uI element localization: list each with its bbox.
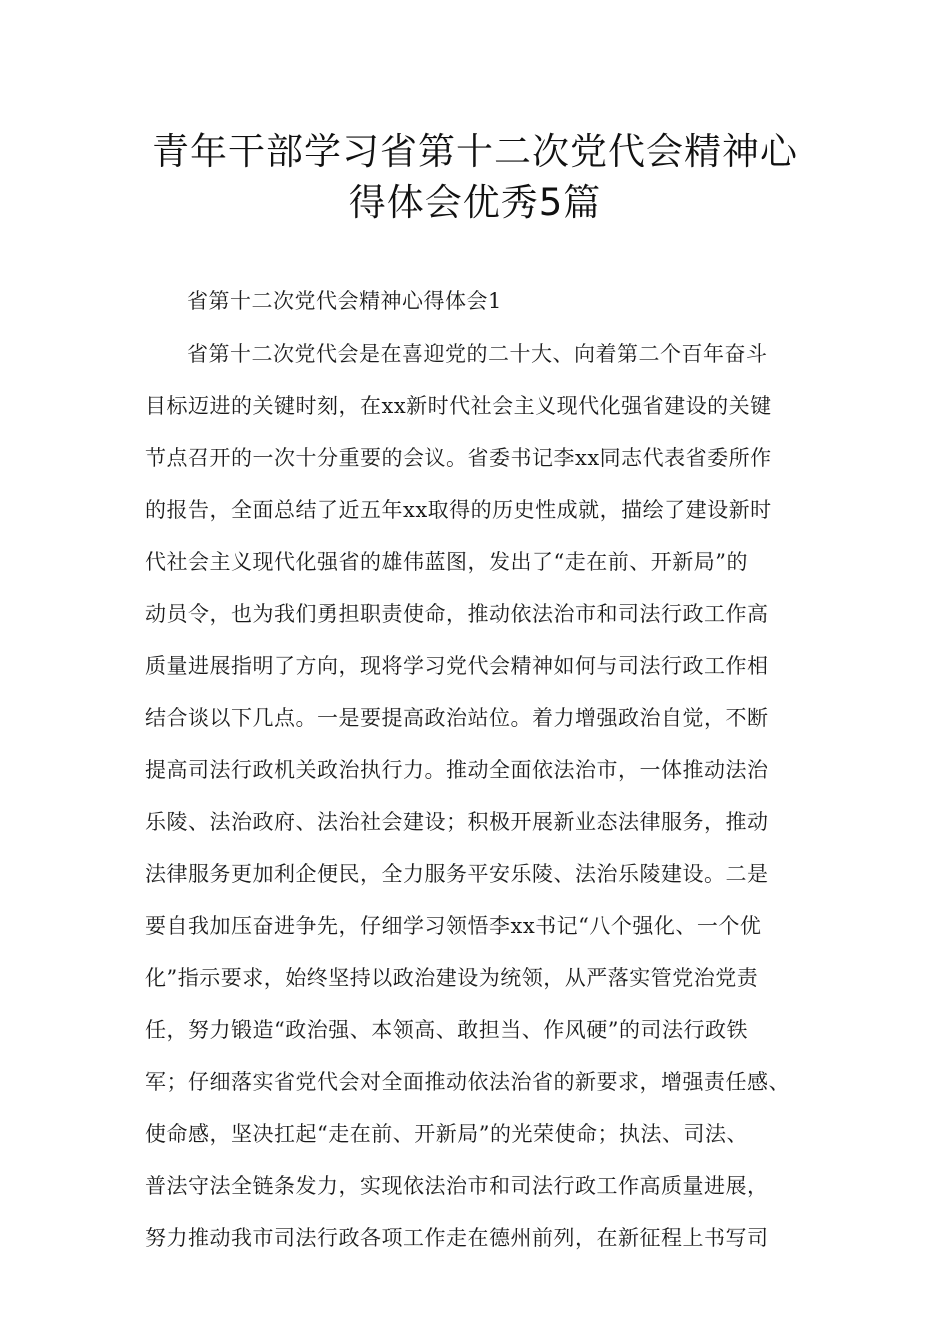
paragraph-line: 要自我加压奋进争先，仔细学习领悟李xx书记“八个强化、一个优	[145, 914, 762, 938]
paragraph-line: 使命感，坚决扛起“走在前、开新局”的光荣使命；执法、司法、	[145, 1122, 748, 1146]
paragraph-line: 提高司法行政机关政治执行力。推动全面依法治市，一体推动法治	[145, 758, 769, 782]
paragraph-line: 法律服务更加利企便民，全力服务平安乐陵、法治乐陵建设。二是	[145, 862, 769, 886]
paragraph-line: 结合谈以下几点。一是要提高政治站位。着力增强政治自觉，不断	[145, 706, 769, 730]
paragraph-line: 化”指示要求，始终坚持以政治建设为统领，从严落实管党治党责	[145, 966, 759, 990]
paragraph-body	[145, 334, 845, 1270]
paragraph-line: 任，努力锻造“政治强、本领高、敢担当、作风硬”的司法行政铁	[145, 1018, 748, 1042]
title-line-2: 得体会优秀5篇	[348, 181, 602, 224]
paragraph-line: 乐陵、法治政府、法治社会建设；积极开展新业态法律服务，推动	[145, 810, 769, 834]
paragraph-line: 质量进展指明了方向，现将学习党代会精神如何与司法行政工作相	[145, 654, 769, 678]
paragraph-line: 目标迈进的关键时刻，在xx新时代社会主义现代化强省建设的关键	[145, 394, 772, 418]
paragraph-line: 的报告，全面总结了近五年xx取得的历史性成就，描绘了建设新时	[145, 498, 772, 522]
paragraph-line: 动员令，也为我们勇担职责使命，推动依法治市和司法行政工作高	[145, 602, 769, 626]
paragraph-line: 军；仔细落实省党代会对全面推动依法治省的新要求，增强责任感、	[145, 1070, 790, 1094]
section-heading: 省第十二次党代会精神心得体会1	[187, 289, 502, 313]
paragraph-line: 省第十二次党代会是在喜迎党的二十大、向着第二个百年奋斗	[187, 342, 768, 366]
paragraph-line: 代社会主义现代化强省的雄伟蓝图，发出了“走在前、开新局”的	[145, 550, 748, 574]
title-line-1: 青年干部学习省第十二次党代会精神心	[152, 130, 798, 173]
paragraph-line: 节点召开的一次十分重要的会议。省委书记李xx同志代表省委所作	[145, 446, 772, 470]
document-title	[100, 126, 850, 228]
paragraph-line: 努力推动我市司法行政各项工作走在德州前列，在新征程上书写司	[145, 1226, 769, 1250]
paragraph-line: 普法守法全链条发力，实现依法治市和司法行政工作高质量进展，	[145, 1174, 769, 1198]
